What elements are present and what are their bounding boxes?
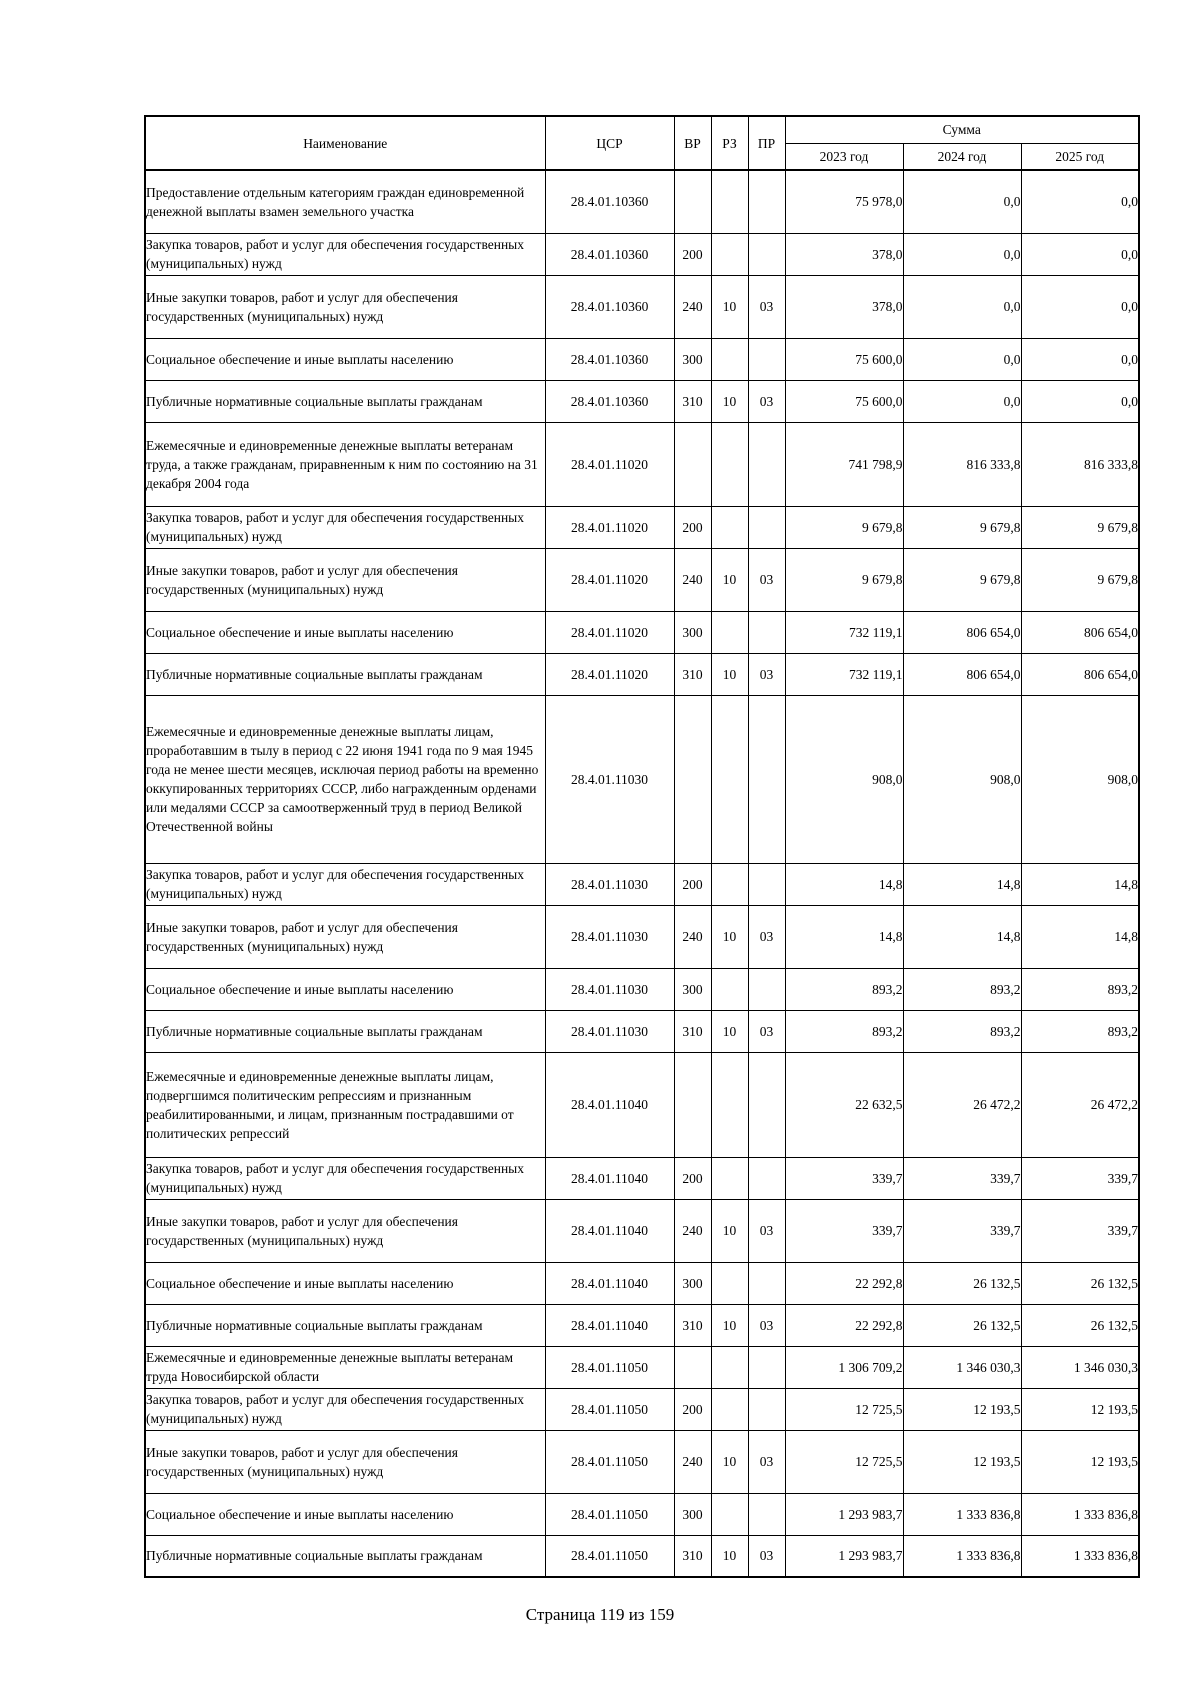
row-amount-2025: 0,0 [1021, 380, 1139, 422]
table-row [145, 170, 1139, 233]
header-year-2023: 2023 год [785, 143, 903, 170]
row-csr: 28.4.01.11020 [545, 653, 674, 695]
table-row [145, 1493, 1139, 1535]
row-vr: 200 [674, 863, 711, 905]
row-amount-2023: 339,7 [785, 1157, 903, 1199]
row-amount-2023: 893,2 [785, 1010, 903, 1052]
header-sum: Сумма [785, 116, 1139, 143]
row-amount-2023: 1 293 983,7 [785, 1535, 903, 1577]
header-year-2025: 2025 год [1021, 143, 1139, 170]
row-pr [748, 1388, 785, 1430]
row-amount-2023: 12 725,5 [785, 1430, 903, 1493]
row-amount-2024: 9 679,8 [903, 548, 1021, 611]
row-name: Закупка товаров, работ и услуг для обеспечения государственных (муниципальных) нужд [145, 233, 545, 275]
row-name: Социальное обеспечение и иные выплаты населению [145, 1493, 545, 1535]
row-name: Публичные нормативные социальные выплаты гражданам [145, 1010, 545, 1052]
row-csr: 28.4.01.10360 [545, 380, 674, 422]
table-row [145, 275, 1139, 338]
row-vr [674, 695, 711, 863]
row-vr: 200 [674, 1157, 711, 1199]
row-vr: 300 [674, 611, 711, 653]
row-amount-2023: 75 600,0 [785, 338, 903, 380]
row-vr: 240 [674, 275, 711, 338]
row-name: Закупка товаров, работ и услуг для обеспечения государственных (муниципальных) нужд [145, 863, 545, 905]
row-rz [711, 863, 748, 905]
row-pr [748, 1346, 785, 1388]
row-pr: 03 [748, 653, 785, 695]
row-amount-2024: 14,8 [903, 863, 1021, 905]
row-vr [674, 1052, 711, 1157]
row-pr [748, 1493, 785, 1535]
row-amount-2025: 1 346 030,3 [1021, 1346, 1139, 1388]
row-vr: 200 [674, 1388, 711, 1430]
row-pr [748, 233, 785, 275]
row-rz: 10 [711, 1304, 748, 1346]
table-row [145, 1157, 1139, 1199]
table-row [145, 338, 1139, 380]
row-pr: 03 [748, 1304, 785, 1346]
row-pr: 03 [748, 1430, 785, 1493]
row-amount-2025: 339,7 [1021, 1157, 1139, 1199]
row-pr: 03 [748, 380, 785, 422]
row-csr: 28.4.01.11030 [545, 968, 674, 1010]
row-vr: 300 [674, 1493, 711, 1535]
row-amount-2024: 1 333 836,8 [903, 1535, 1021, 1577]
header-vr: ВР [674, 116, 711, 170]
row-amount-2025: 806 654,0 [1021, 653, 1139, 695]
row-pr: 03 [748, 1010, 785, 1052]
row-pr [748, 506, 785, 548]
row-amount-2025: 12 193,5 [1021, 1388, 1139, 1430]
row-amount-2024: 806 654,0 [903, 611, 1021, 653]
row-rz [711, 695, 748, 863]
row-vr [674, 170, 711, 233]
row-amount-2025: 26 472,2 [1021, 1052, 1139, 1157]
table-row [145, 695, 1139, 863]
row-name: Закупка товаров, работ и услуг для обеспечения государственных (муниципальных) нужд [145, 1388, 545, 1430]
row-name: Публичные нормативные социальные выплаты гражданам [145, 653, 545, 695]
table-row [145, 233, 1139, 275]
row-amount-2024: 816 333,8 [903, 422, 1021, 506]
row-rz [711, 1157, 748, 1199]
row-amount-2023: 732 119,1 [785, 653, 903, 695]
row-amount-2023: 9 679,8 [785, 506, 903, 548]
row-amount-2025: 26 132,5 [1021, 1304, 1139, 1346]
row-csr: 28.4.01.10360 [545, 170, 674, 233]
row-amount-2023: 75 600,0 [785, 380, 903, 422]
row-amount-2023: 22 292,8 [785, 1262, 903, 1304]
row-amount-2025: 908,0 [1021, 695, 1139, 863]
row-csr: 28.4.01.11020 [545, 548, 674, 611]
row-csr: 28.4.01.11050 [545, 1388, 674, 1430]
row-vr: 200 [674, 506, 711, 548]
row-rz: 10 [711, 1535, 748, 1577]
row-name: Ежемесячные и единовременные денежные выплаты лицам, проработавшим в тылу в период с 22 июня 1941 года по 9 мая 1945 года не менее шести месяцев, исключая период работы на временно оккупированных территориях СССР, либо награжденным орденами или медалями СССР за самоотверженный труд в период Великой Отечественной войны [145, 695, 545, 863]
row-name: Иные закупки товаров, работ и услуг для обеспечения государственных (муниципальных) нужд [145, 1199, 545, 1262]
row-name: Публичные нормативные социальные выплаты гражданам [145, 380, 545, 422]
row-amount-2025: 0,0 [1021, 338, 1139, 380]
row-vr: 240 [674, 1430, 711, 1493]
table-row [145, 548, 1139, 611]
row-vr: 240 [674, 1199, 711, 1262]
row-rz [711, 338, 748, 380]
table-row [145, 1304, 1139, 1346]
row-vr: 310 [674, 380, 711, 422]
row-csr: 28.4.01.11020 [545, 611, 674, 653]
row-rz [711, 1346, 748, 1388]
row-csr: 28.4.01.11030 [545, 695, 674, 863]
row-pr: 03 [748, 1535, 785, 1577]
row-name: Социальное обеспечение и иные выплаты населению [145, 611, 545, 653]
row-amount-2025: 893,2 [1021, 1010, 1139, 1052]
row-amount-2023: 378,0 [785, 233, 903, 275]
row-amount-2024: 0,0 [903, 338, 1021, 380]
row-rz: 10 [711, 380, 748, 422]
table-row [145, 380, 1139, 422]
row-amount-2024: 806 654,0 [903, 653, 1021, 695]
row-csr: 28.4.01.11040 [545, 1199, 674, 1262]
row-name: Социальное обеспечение и иные выплаты населению [145, 1262, 545, 1304]
row-amount-2023: 1 293 983,7 [785, 1493, 903, 1535]
row-rz: 10 [711, 653, 748, 695]
table-row [145, 1535, 1139, 1577]
row-csr: 28.4.01.11040 [545, 1157, 674, 1199]
row-name: Закупка товаров, работ и услуг для обеспечения государственных (муниципальных) нужд [145, 506, 545, 548]
row-amount-2023: 22 292,8 [785, 1304, 903, 1346]
row-amount-2024: 14,8 [903, 905, 1021, 968]
row-csr: 28.4.01.10360 [545, 275, 674, 338]
row-amount-2024: 893,2 [903, 968, 1021, 1010]
row-rz: 10 [711, 1199, 748, 1262]
row-amount-2025: 893,2 [1021, 968, 1139, 1010]
row-vr: 300 [674, 338, 711, 380]
row-csr: 28.4.01.11050 [545, 1430, 674, 1493]
row-amount-2024: 12 193,5 [903, 1388, 1021, 1430]
row-amount-2025: 0,0 [1021, 233, 1139, 275]
row-amount-2024: 12 193,5 [903, 1430, 1021, 1493]
row-pr [748, 695, 785, 863]
row-name: Иные закупки товаров, работ и услуг для обеспечения государственных (муниципальных) нужд [145, 275, 545, 338]
row-amount-2025: 12 193,5 [1021, 1430, 1139, 1493]
row-csr: 28.4.01.11040 [545, 1304, 674, 1346]
row-amount-2024: 908,0 [903, 695, 1021, 863]
table-row [145, 1262, 1139, 1304]
row-amount-2024: 26 472,2 [903, 1052, 1021, 1157]
row-amount-2025: 9 679,8 [1021, 548, 1139, 611]
table-row [145, 1430, 1139, 1493]
row-amount-2024: 26 132,5 [903, 1304, 1021, 1346]
row-name: Ежемесячные и единовременные денежные выплаты ветеранам труда, а также гражданам, приравненным к ним по состоянию на 31 декабря 2004 года [145, 422, 545, 506]
row-amount-2023: 22 632,5 [785, 1052, 903, 1157]
row-csr: 28.4.01.10360 [545, 233, 674, 275]
row-amount-2024: 0,0 [903, 275, 1021, 338]
row-csr: 28.4.01.11020 [545, 422, 674, 506]
row-vr: 200 [674, 233, 711, 275]
row-pr [748, 422, 785, 506]
table-row [145, 968, 1139, 1010]
row-csr: 28.4.01.11050 [545, 1535, 674, 1577]
row-rz: 10 [711, 1010, 748, 1052]
row-pr [748, 1262, 785, 1304]
row-pr [748, 863, 785, 905]
row-amount-2024: 26 132,5 [903, 1262, 1021, 1304]
row-pr [748, 968, 785, 1010]
row-amount-2023: 378,0 [785, 275, 903, 338]
row-name: Закупка товаров, работ и услуг для обеспечения государственных (муниципальных) нужд [145, 1157, 545, 1199]
budget-table [144, 115, 1140, 1578]
table-row [145, 1346, 1139, 1388]
table-row [145, 905, 1139, 968]
row-amount-2023: 1 306 709,2 [785, 1346, 903, 1388]
row-rz [711, 506, 748, 548]
row-amount-2025: 816 333,8 [1021, 422, 1139, 506]
row-csr: 28.4.01.11050 [545, 1346, 674, 1388]
row-rz [711, 611, 748, 653]
row-amount-2023: 14,8 [785, 863, 903, 905]
row-rz [711, 1052, 748, 1157]
row-amount-2023: 9 679,8 [785, 548, 903, 611]
table-row [145, 1052, 1139, 1157]
row-amount-2025: 1 333 836,8 [1021, 1535, 1139, 1577]
row-rz: 10 [711, 548, 748, 611]
row-amount-2025: 9 679,8 [1021, 506, 1139, 548]
row-amount-2025: 1 333 836,8 [1021, 1493, 1139, 1535]
row-amount-2025: 14,8 [1021, 905, 1139, 968]
row-name: Социальное обеспечение и иные выплаты населению [145, 338, 545, 380]
row-pr [748, 611, 785, 653]
row-rz [711, 422, 748, 506]
row-rz [711, 968, 748, 1010]
table-row [145, 1010, 1139, 1052]
table-row [145, 1388, 1139, 1430]
header-csr: ЦСР [545, 116, 674, 170]
row-pr [748, 338, 785, 380]
row-vr: 300 [674, 968, 711, 1010]
row-pr: 03 [748, 1199, 785, 1262]
row-vr: 310 [674, 1535, 711, 1577]
row-name: Ежемесячные и единовременные денежные выплаты лицам, подвергшимся политическим репрессиям и признанным реабилитированными, и лицам, признанным пострадавшими от политических репрессий [145, 1052, 545, 1157]
row-csr: 28.4.01.11040 [545, 1052, 674, 1157]
row-vr: 310 [674, 1010, 711, 1052]
row-amount-2024: 0,0 [903, 233, 1021, 275]
row-rz: 10 [711, 275, 748, 338]
row-name: Иные закупки товаров, работ и услуг для обеспечения государственных (муниципальных) нужд [145, 1430, 545, 1493]
row-name: Иные закупки товаров, работ и услуг для обеспечения государственных (муниципальных) нужд [145, 548, 545, 611]
row-csr: 28.4.01.11040 [545, 1262, 674, 1304]
row-rz [711, 1262, 748, 1304]
row-rz [711, 1388, 748, 1430]
row-amount-2024: 0,0 [903, 380, 1021, 422]
table-row [145, 653, 1139, 695]
row-vr [674, 1346, 711, 1388]
table-row [145, 506, 1139, 548]
row-name: Публичные нормативные социальные выплаты гражданам [145, 1535, 545, 1577]
row-amount-2024: 339,7 [903, 1199, 1021, 1262]
row-rz [711, 1493, 748, 1535]
row-vr [674, 422, 711, 506]
header-name: Наименование [145, 116, 545, 170]
table-row [145, 422, 1139, 506]
header-rz: РЗ [711, 116, 748, 170]
row-amount-2023: 339,7 [785, 1199, 903, 1262]
row-pr: 03 [748, 905, 785, 968]
row-amount-2025: 0,0 [1021, 275, 1139, 338]
table-row [145, 1199, 1139, 1262]
row-name: Публичные нормативные социальные выплаты гражданам [145, 1304, 545, 1346]
row-rz [711, 170, 748, 233]
row-amount-2025: 26 132,5 [1021, 1262, 1139, 1304]
row-pr [748, 1157, 785, 1199]
row-pr: 03 [748, 548, 785, 611]
row-amount-2024: 893,2 [903, 1010, 1021, 1052]
row-amount-2023: 12 725,5 [785, 1388, 903, 1430]
row-csr: 28.4.01.10360 [545, 338, 674, 380]
table-row [145, 611, 1139, 653]
row-rz [711, 233, 748, 275]
row-name: Ежемесячные и единовременные денежные выплаты ветеранам труда Новосибирской области [145, 1346, 545, 1388]
row-rz: 10 [711, 905, 748, 968]
row-vr: 240 [674, 905, 711, 968]
header-year-2024: 2024 год [903, 143, 1021, 170]
row-amount-2024: 9 679,8 [903, 506, 1021, 548]
row-pr: 03 [748, 275, 785, 338]
row-amount-2024: 0,0 [903, 170, 1021, 233]
header-pr: ПР [748, 116, 785, 170]
row-csr: 28.4.01.11020 [545, 506, 674, 548]
row-csr: 28.4.01.11050 [545, 1493, 674, 1535]
row-pr [748, 170, 785, 233]
row-name: Социальное обеспечение и иные выплаты населению [145, 968, 545, 1010]
row-amount-2024: 1 333 836,8 [903, 1493, 1021, 1535]
row-amount-2025: 0,0 [1021, 170, 1139, 233]
row-vr: 310 [674, 653, 711, 695]
row-amount-2023: 732 119,1 [785, 611, 903, 653]
row-csr: 28.4.01.11030 [545, 905, 674, 968]
row-amount-2025: 339,7 [1021, 1199, 1139, 1262]
row-amount-2024: 1 346 030,3 [903, 1346, 1021, 1388]
row-rz: 10 [711, 1430, 748, 1493]
table-header [145, 116, 1139, 170]
table-body [145, 170, 1139, 1577]
row-vr: 310 [674, 1304, 711, 1346]
row-vr: 300 [674, 1262, 711, 1304]
row-amount-2023: 741 798,9 [785, 422, 903, 506]
page-number: Страница 119 из 159 [525, 1605, 675, 1624]
row-vr: 240 [674, 548, 711, 611]
row-amount-2023: 908,0 [785, 695, 903, 863]
row-csr: 28.4.01.11030 [545, 1010, 674, 1052]
row-amount-2023: 14,8 [785, 905, 903, 968]
table-row [145, 863, 1139, 905]
row-amount-2023: 75 978,0 [785, 170, 903, 233]
row-amount-2023: 893,2 [785, 968, 903, 1010]
row-amount-2025: 14,8 [1021, 863, 1139, 905]
row-amount-2025: 806 654,0 [1021, 611, 1139, 653]
row-name: Иные закупки товаров, работ и услуг для обеспечения государственных (муниципальных) нужд [145, 905, 545, 968]
row-name: Предоставление отдельным категориям граждан единовременной денежной выплаты взамен земельного участка [145, 170, 545, 233]
row-pr [748, 1052, 785, 1157]
row-amount-2024: 339,7 [903, 1157, 1021, 1199]
row-csr: 28.4.01.11030 [545, 863, 674, 905]
